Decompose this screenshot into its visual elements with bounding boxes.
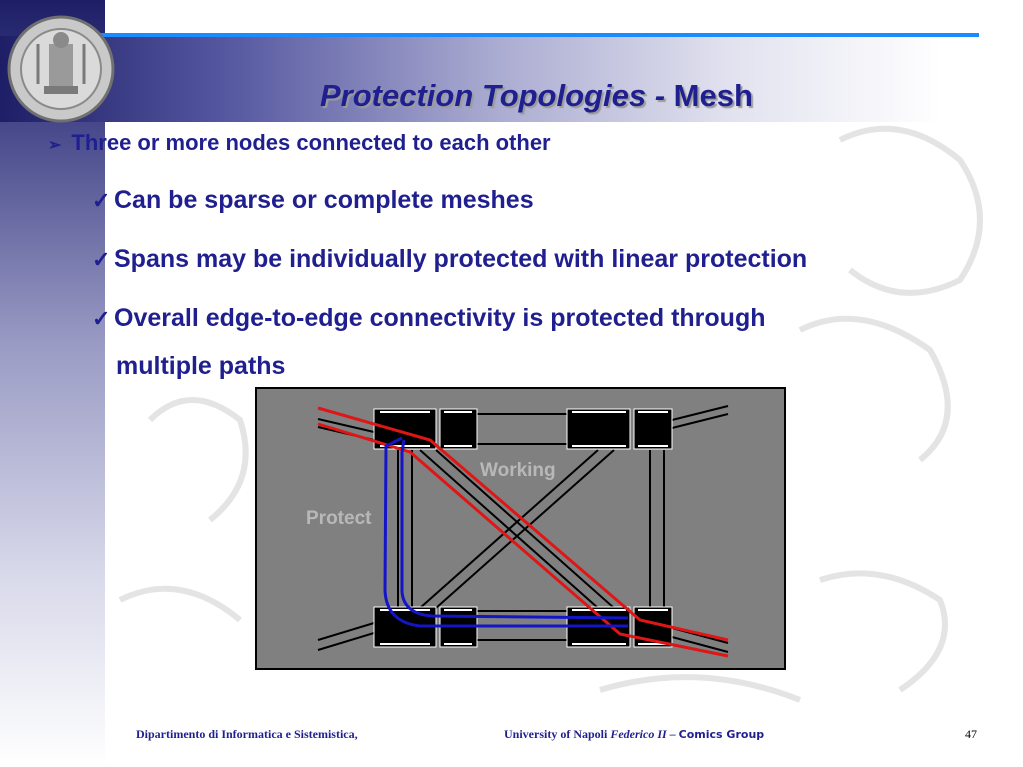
bullet-level2-continuation: multiple paths [116,352,286,380]
protect-label: Protect [306,508,372,529]
footer-university: University of Napoli Federico II – Comics Group [504,727,765,741]
university-seal-icon [6,14,116,124]
bullet-level2: ✓ Overall edge-to-edge connectivity is protected through [92,304,766,332]
footer-department: Dipartimento di Informatica e Sistemistica, [136,727,358,741]
slide-title: Protection Topologies - Mesh [320,78,753,113]
bullet-level2: ✓ Spans may be individually protected with linear protection [92,245,808,273]
check-bullet-icon: ✓ [92,306,111,331]
check-bullet-icon: ✓ [92,247,111,272]
working-label: Working [480,460,556,481]
page-number: 47 [965,727,977,741]
bullet-level1: ➢ Three or more nodes connected to each other [48,130,551,155]
check-bullet-icon: ✓ [92,188,111,213]
arrow-bullet-icon: ➢ [48,137,62,154]
bullet-level2: ✓ Can be sparse or complete meshes [92,186,534,214]
node-top-right [567,409,672,449]
mesh-topology-diagram [255,386,787,671]
